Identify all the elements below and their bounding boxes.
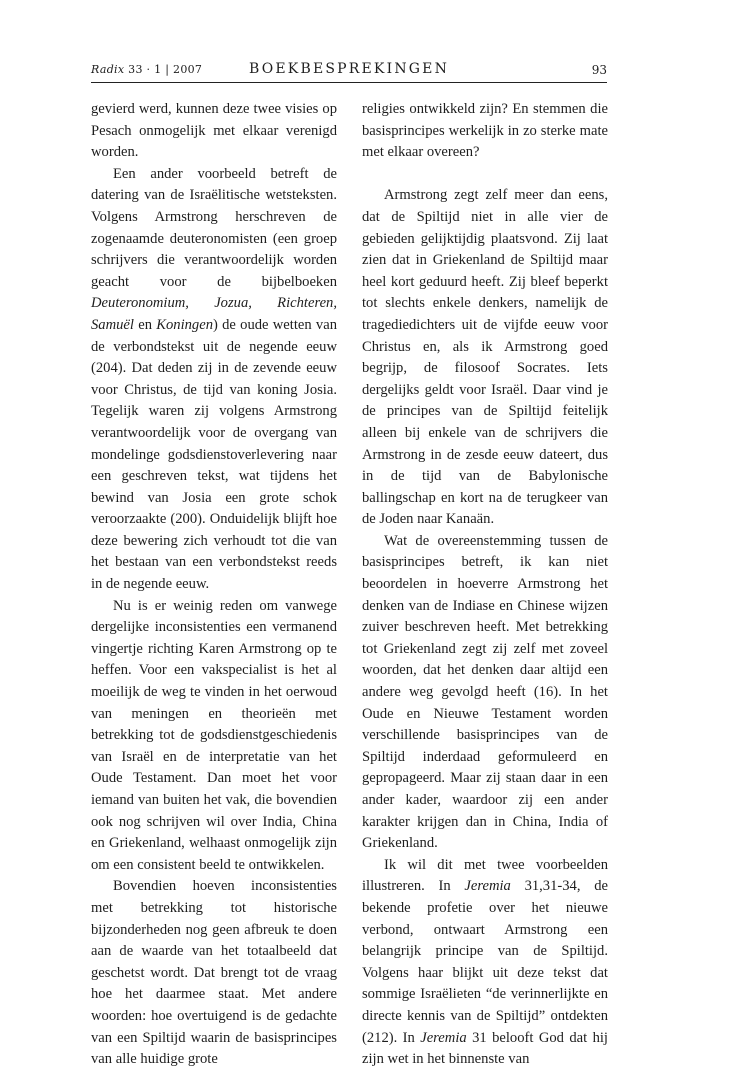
text-run: en xyxy=(133,316,157,333)
bible-books: Deuteronomium, Jozua, Richteren, Samuël xyxy=(91,295,337,333)
bible-reference: Jeremia xyxy=(464,878,511,895)
text-run: 31 belooft God dat hij zijn wet in het binnenste van xyxy=(362,1029,608,1068)
page-number: 93 xyxy=(591,63,607,77)
left-column xyxy=(91,99,337,1071)
paragraph: Nu is er weinig reden om vanwege dergelijke inconsistenties een vermanend vingertje richting Karen Armstrong op te heffen. Voor een vakspecialist is het al moeilijk de weg te vinden in het oerwoud van meningen en theorieën met betrekking tot de godsdienstgeschiedenis van Israël en de interpretatie van het Oude Testament. Dan moet het voor iemand van buiten het vak, die bovendien ook nog schrijven wil over India, China en Griekenland, welhaast onmogelijk zijn om een consistent beeld te ontwikkelen. xyxy=(91,597,337,873)
paragraph xyxy=(91,164,337,596)
bible-book: Koningen xyxy=(156,316,214,333)
running-header xyxy=(91,61,607,79)
bible-reference: Jeremia xyxy=(420,1029,467,1046)
text-run: Ik wil dit met twee voorbeelden illustreren. In xyxy=(362,856,608,895)
paragraph: gevierd werd, kunnen deze twee visies op Pesach onmogelijk met elkaar verenigd worden. xyxy=(91,101,337,161)
journal-volume: 33 · 1 | 2007 xyxy=(128,63,203,76)
text-run: Een ander voorbeeld betreft de datering van de Israëlitische wetsteksten. Volgens Armstrong herschreven de zogenaamde deuteronomisten (een groep schrijvers die verantwoordelijk worden geacht voor de bijbelboeken xyxy=(91,165,337,290)
section-title: BOEKBESPREKINGEN xyxy=(248,61,450,77)
paragraph xyxy=(362,855,608,1071)
paragraph: Wat de overeenstemming tussen de basisprincipes betreft, ik kan niet beoordelen in hoeverre Armstrong het denken van de Indiase en Chinese wijzen zuiver beschreven heeft. Met betrekking tot Griekenland zegt zij zelf met zoveel woorden, dat het denken daar altijd een andere weg gevolgd heeft (16). In het Oude en Nieuwe Testament worden verschillende basisprincipes van de Spiltijd inderdaad geformuleerd en gepropageerd. Maar zij staan daar in een ander kader, waardoor zij een ander karakter krijgen dan in China, India of Griekenland. xyxy=(362,532,608,852)
paragraph: Armstrong zegt zelf meer dan eens, dat de Spiltijd niet in alle vier de gebieden gelijktijdig plaatsvond. Zij laat zien dat in Griekenland de Spiltijd maar heel kort geduurd heeft. Zij bleef beperkt tot slechts enkele denkers, namelijk de tragediedichters uit de vijfde eeuw voor Christus en, als ik Armstrong goed begrijp, de filosoof Socrates. Iets dergelijks geldt voor Israël. Daar vind je de principes van de Spiltijd feitelijk alleen bij enkele van de schrijvers die Armstrong in de zesde eeuw dateert, dus in de tijd van de Babylonische ballingschap en kort na de terugkeer van de Joden naar Kanaän. xyxy=(362,187,608,528)
journal-name: Radix xyxy=(91,63,125,76)
text-run: 31,31-34, de bekende profetie over het nieuwe verbond, ontwaart Armstrong een belangrijk principe van de Spiltijd. Volgens haar blijkt uit deze tekst dat sommige Israëlieten “de verinnerlijkte en directe kennis van de Spiltijd” ontdekten (212). In xyxy=(362,878,608,1046)
text-run: ) de oude wetten van de verbondstekst uit de negende eeuw (204). Dat deden zij in de zevende eeuw voor Christus, de tijd van koning Josia. Tegelijk waren zij volgens Armstrong verantwoordelijk voor de overgang van mondelinge godsdienstoverlevering naar een geschreven tekst, wat tijdens het bewind van Josia een grote schok veroorzaakte (200). Onduidelijk blijft hoe deze bewering zich verhoudt tot die van het bestaan van een verbondstekst reeds in de negende eeuw. xyxy=(91,316,337,593)
paragraph: Bovendien hoeven inconsistenties met betrekking tot historische bijzonderheden nog geen afbreuk te doen aan de waarde van het totaalbeeld dat geschetst wordt. Dat brengt tot de vraag hoe het daarmee staat. Met andere woorden: hoe overtuigend is de gedachte van een Spiltijd waarin de basisprincipes van alle huidige grote xyxy=(91,878,337,1068)
header-rule xyxy=(91,82,607,83)
paragraph: religies ontwikkeld zijn? En stemmen die basisprincipes werkelijk in zo sterke mate met elkaar overeen? xyxy=(362,101,608,161)
right-column xyxy=(362,99,608,1071)
